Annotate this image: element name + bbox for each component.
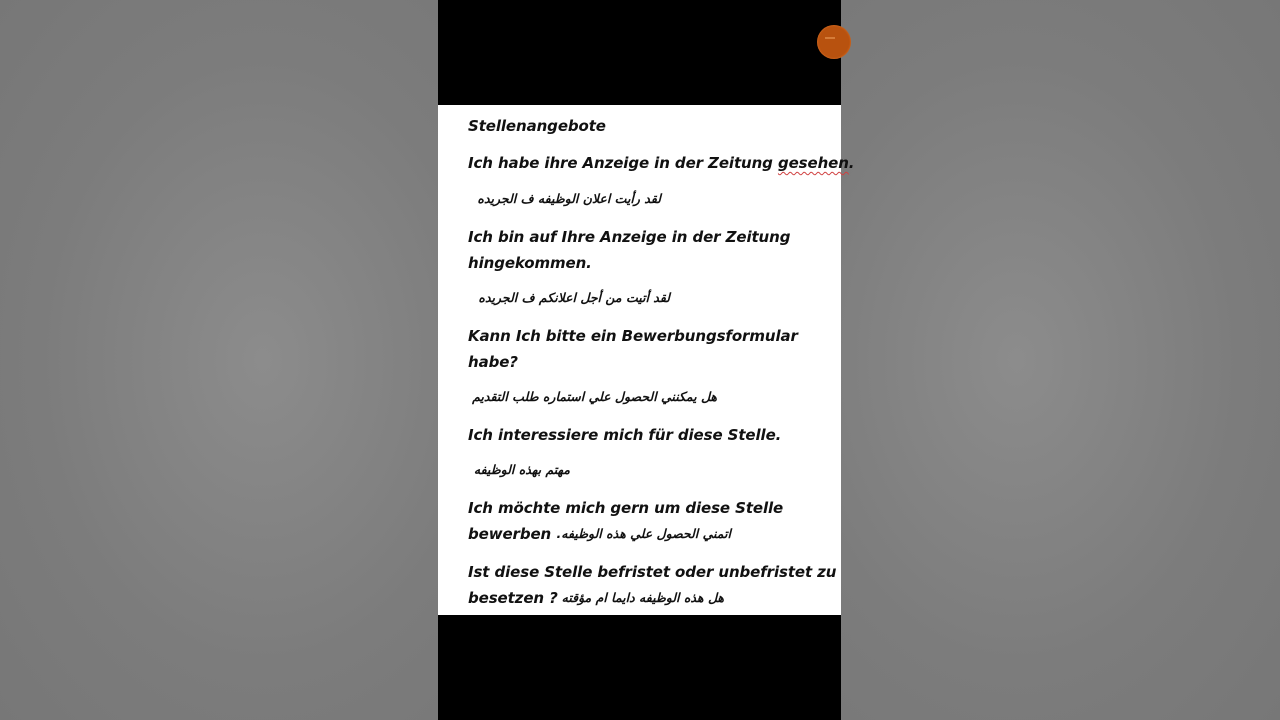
phrase-4-arabic: مهتم بهذه الوظيفه: [473, 462, 570, 477]
phrase-5-german-line-2: bewerben: [468, 525, 552, 543]
document-title: Stellenangebote: [468, 117, 606, 135]
phrase-1-german: Ich habe ihre Anzeige in der Zeitung gesehen.: [468, 154, 855, 172]
phrase-1-arabic: لقد رأيت اعلان الوظيفه ف الجريده: [477, 191, 661, 206]
blurred-background-right: [841, 0, 1280, 720]
phrase-3-german-line-2: habe?: [468, 353, 518, 371]
phrase-6-german-line-2: besetzen ?: [468, 589, 558, 607]
phrase-3-arabic: هل يمكنني الحصول علي استماره طلب التقديم: [472, 389, 717, 404]
phrase-6-german-line-1: Ist diese Stelle befristet oder unbefristet zu: [468, 563, 837, 581]
phrase-2-german-line-1: Ich bin auf Ihre Anzeige in der Zeitung: [468, 228, 791, 246]
blurred-background-left: [0, 0, 438, 720]
phrase-2-german-line-2: hingekommen.: [468, 254, 592, 272]
top-letterbox: [438, 0, 841, 105]
document-page: [438, 105, 855, 615]
phrase-4-german: Ich interessiere mich für diese Stelle.: [468, 426, 782, 444]
phrase-6-arabic: هل هذه الوظيفه دايما ام مؤقته: [561, 590, 724, 605]
phrase-2-arabic: لقد أتيت من أجل اعلانكم ف الجريده: [478, 290, 670, 305]
phrase-5-german-line-1: Ich möchte mich gern um diese Stelle: [468, 499, 784, 517]
phrase-5-arabic: اتمني الحصول علي هذه الوظيفه.: [556, 526, 731, 541]
video-frame[interactable]: [438, 0, 855, 720]
spellcheck-marked-word: gesehen: [777, 154, 849, 172]
channel-badge-icon[interactable]: [817, 25, 851, 59]
bottom-letterbox: [438, 615, 841, 720]
phrase-3-german-line-1: Kann Ich bitte ein Bewerbungsformular: [468, 327, 798, 345]
